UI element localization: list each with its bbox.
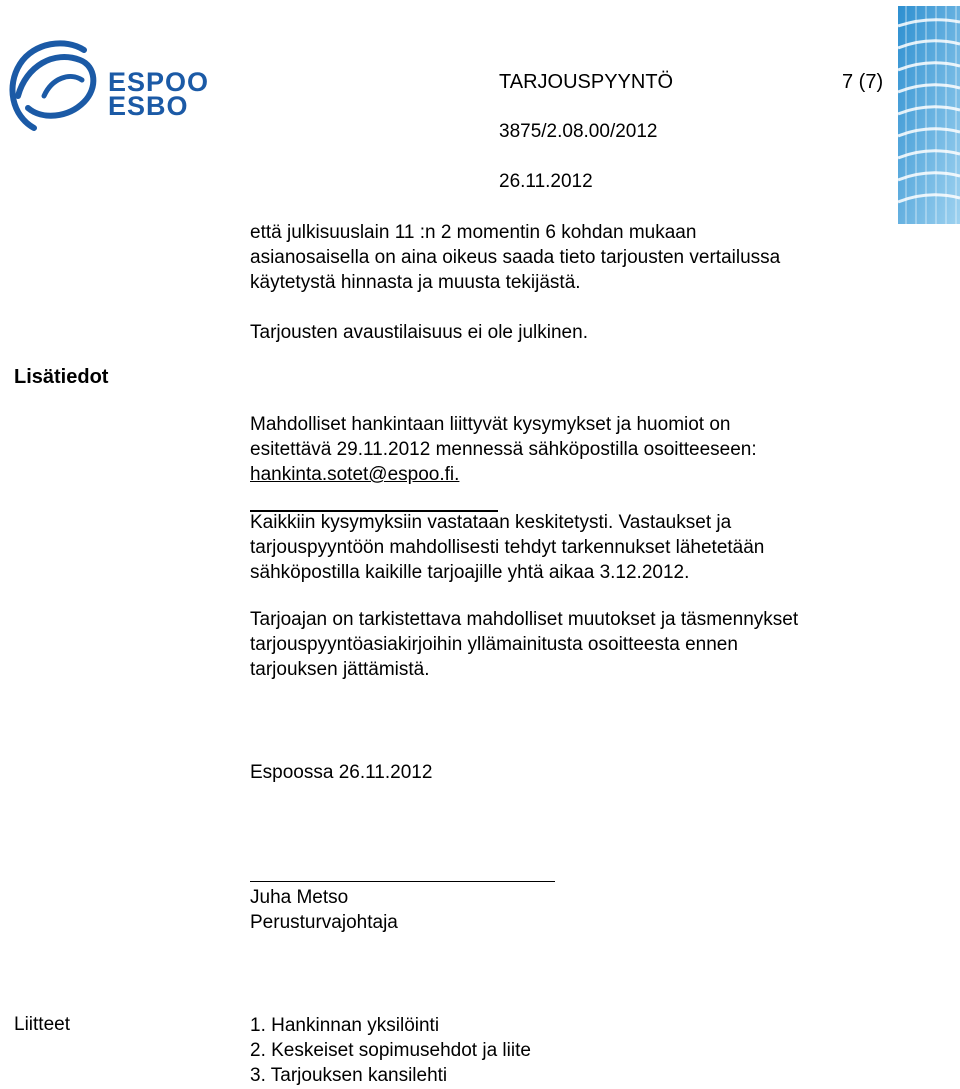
intro-line: asianosaisella on aina oikeus saada tieto tarjousten vertailussa <box>250 247 781 268</box>
check-line: tarjouksen jättämistä. <box>250 659 430 680</box>
logo-line-esbo: ESBO <box>108 91 189 121</box>
answers-line: tarjouspyyntöön mahdollisesti tehdyt tarkennukset lähetetään <box>250 537 765 558</box>
questions-paragraph <box>250 412 910 487</box>
attachment-item: 3. Tarjouksen kansilehti <box>250 1065 448 1086</box>
reference-number: 3875/2.08.00/2012 <box>499 121 658 142</box>
document-date: 26.11.2012 <box>499 171 593 192</box>
corner-decoration <box>898 6 960 224</box>
answers-line: sähköpostilla kaikille tarjoajille yhtä aikaa 3.12.2012. <box>250 562 690 583</box>
check-line: tarjouspyyntöasiakirjoihin yllämainitusta osoitteesta ennen <box>250 634 738 655</box>
answers-line: Kaikkiin kysymyksiin vastataan keskitetysti. Vastaukset ja <box>250 512 732 533</box>
place-and-date: Espoossa 26.11.2012 <box>250 762 433 783</box>
intro-line: että julkisuuslain 11 :n 2 momentin 6 kohdan mukaan <box>250 222 697 243</box>
attachments-label: Liitteet <box>14 1014 70 1035</box>
intro-paragraph <box>250 220 910 295</box>
espoo-logo-mark <box>4 36 104 136</box>
email-link[interactable]: hankinta.sotet@espoo.fi. <box>250 464 460 485</box>
intro-line: käytetystä hinnasta ja muusta tekijästä. <box>250 272 581 293</box>
espoo-logo-text <box>108 67 210 121</box>
document-type: TARJOUSPYYNTÖ <box>499 71 674 93</box>
attachments-list <box>250 1013 910 1088</box>
questions-line: esitettävä 29.11.2012 mennessä sähköpostilla osoitteeseen: <box>250 439 757 460</box>
page-number: 7 (7) <box>842 71 884 93</box>
signature-line <box>250 881 555 882</box>
opening-note: Tarjousten avaustilaisuus ei ole julkinen. <box>250 322 588 343</box>
signer-title: Perusturvajohtaja <box>250 912 398 933</box>
attachment-item: 2. Keskeiset sopimusehdot ja liite <box>250 1040 531 1061</box>
logo-line-espoo: ESPOO <box>108 67 210 97</box>
section-label-lisatiedot: Lisätiedot <box>14 366 109 388</box>
questions-line: Mahdolliset hankintaan liittyvät kysymykset ja huomiot on <box>250 414 731 435</box>
check-line: Tarjoajan on tarkistettava mahdolliset muutokset ja täsmennykset <box>250 609 799 630</box>
answers-paragraph <box>250 510 910 585</box>
attachment-item: 1. Hankinnan yksilöinti <box>250 1015 440 1036</box>
check-paragraph <box>250 607 910 682</box>
signer-name: Juha Metso <box>250 887 349 908</box>
